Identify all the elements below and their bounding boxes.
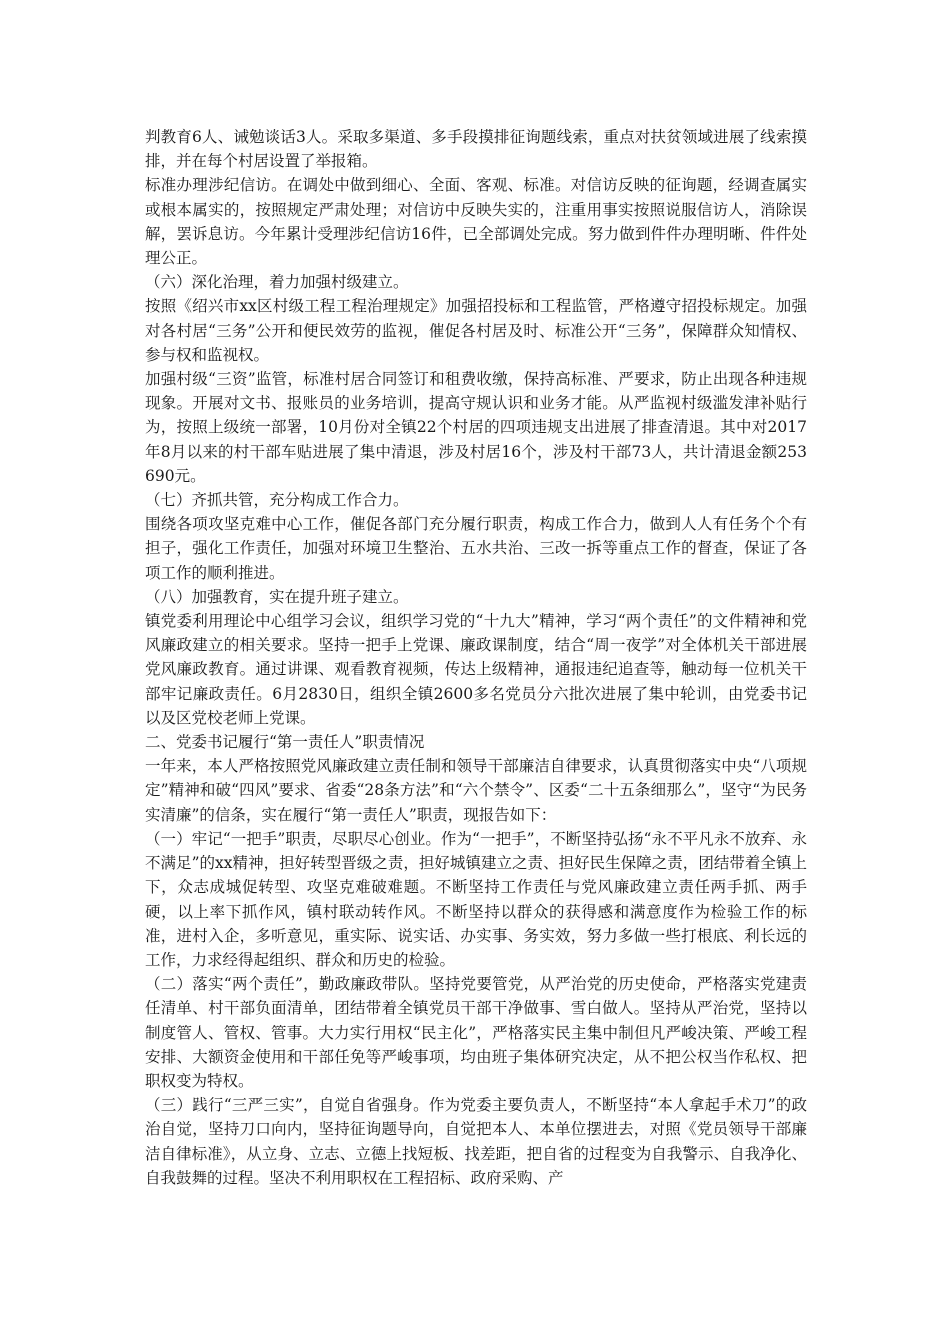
paragraph: 标准办理涉纪信访。在调处中做到细心、全面、客观、标准。对信访反映的征询题，经调查属实或根本属实的，按照规定严肃处理；对信访中反映失实的，注重用事实按照说服信访人，消除误解，罢诉息访。今年累计受理涉纪信访16件，已全部调处完成。努力做到件件办理明晰、件件处理公正。 — [145, 176, 807, 268]
paragraph: （二）落实“两个责任”，勤政廉政带队。坚持党要管党，从严治党的历史使命，严格落实党建责任清单、村干部负面清单，团结带着全镇党员干部干净做事、雪白做人。坚持从严治党，坚持以制度管人、管权、管事。大力实行用权“民主化”，严格落实民主集中制但凡严峻决策、严峻工程安排、大额资金使用和干部任免等严峻事项，均由班子集体研究决定，从不把公权当作私权、把职权变为特权。 — [145, 975, 807, 1090]
document-body — [145, 125, 807, 1190]
paragraph: 判教育6人、诫勉谈话3人。采取多渠道、多手段摸排征询题线索，重点对扶贫领域进展了线索摸排，并在每个村居设置了举报箱。 — [145, 128, 807, 171]
paragraph: 镇党委利用理论中心组学习会议，组织学习党的“十九大”精神，学习“两个责任”的文件精神和党风廉政建立的相关要求。坚持一把手上党课、廉政课制度，结合“周一夜学”对全体机关干部进展党风廉政教育。通过讲课、观看教育视频，传达上级精神，通报违纪追查等，触动每一位机关干部牢记廉政责任。6月2830日，组织全镇2600多名党员分六批次进展了集中轮训，由党委书记以及区党校老师上党课。 — [145, 612, 807, 727]
paragraph: 按照《绍兴市xx区村级工程工程治理规定》加强招投标和工程监管，严格遵守招投标规定。加强对各村居“三务”公开和便民效劳的监视，催促各村居及时、标准公开“三务”，保障群众知情权、参与权和监视权。 — [145, 297, 807, 364]
section-heading: 二、党委书记履行“第一责任人”职责情况 — [145, 733, 425, 752]
section-heading: （六）深化治理，着力加强村级建立。 — [145, 273, 409, 292]
paragraph: 围绕各项攻坚克难中心工作，催促各部门充分履行职责，构成工作合力，做到人人有任务个个有担子，强化工作责任，加强对环境卫生整治、五水共治、三改一拆等重点工作的督查，保证了各项工作的顺利推进。 — [145, 515, 807, 582]
paragraph: 一年来，本人严格按照党风廉政建立责任制和领导干部廉洁自律要求，认真贯彻落实中央“八项规定”精神和破“四风”要求、省委“28条方法”和“六个禁令”、区委“二十五条细那么”，坚守“为民务实清廉”的信条，实在履行“第一责任人”职责，现报告如下： — [145, 757, 807, 824]
paragraph: （三）践行“三严三实”，自觉自省强身。作为党委主要负责人，不断坚持“本人拿起手术刀”的政治自觉，坚持刀口向内，坚持征询题导向，自觉把本人、本单位摆进去，对照《党员领导干部廉洁自律标准》，从立身、立志、立德上找短板、找差距，把自省的过程变为自我警示、自我净化、自我鼓舞的过程。坚决不利用职权在工程招标、政府采购、产 — [145, 1096, 807, 1187]
paragraph: （一）牢记“一把手”职责，尽职尽心创业。作为“一把手”，不断坚持弘扬“永不平凡永不放弃、永不满足”的xx精神，担好转型晋级之责，担好城镇建立之责、担好民生保障之责，团结带着全镇上下，众志成城促转型、攻坚克难破难题。不断坚持工作责任与党风廉政建立责任两手抓、两手硬，以上率下抓作风，镇村联动转作风。不断坚持以群众的获得感和满意度作为检验工作的标准，进村入企，多听意见，重实际、说实话、办实事、务实效，努力多做一些打根底、利长远的工作，力求经得起组织、群众和历史的检验。 — [145, 829, 807, 969]
paragraph: 加强村级“三资”监管，标准村居合同签订和租费收缴，保持高标准、严要求，防止出现各种违规现象。开展对文书、报账员的业务培训，提高守规认识和业务才能。从严监视村级滥发津补贴行为，按照上级统一部署，10月份对全镇22个村居的四项违规支出进展了排查清退。其中对2017年8月以来的村干部车贴进展了集中清退，涉及村居16个，涉及村干部73人，共计清退金额253690元。 — [145, 370, 807, 485]
section-heading: （八）加强教育，实在提升班子建立。 — [145, 587, 409, 606]
section-heading: （七）齐抓共管，充分构成工作合力。 — [145, 491, 409, 510]
